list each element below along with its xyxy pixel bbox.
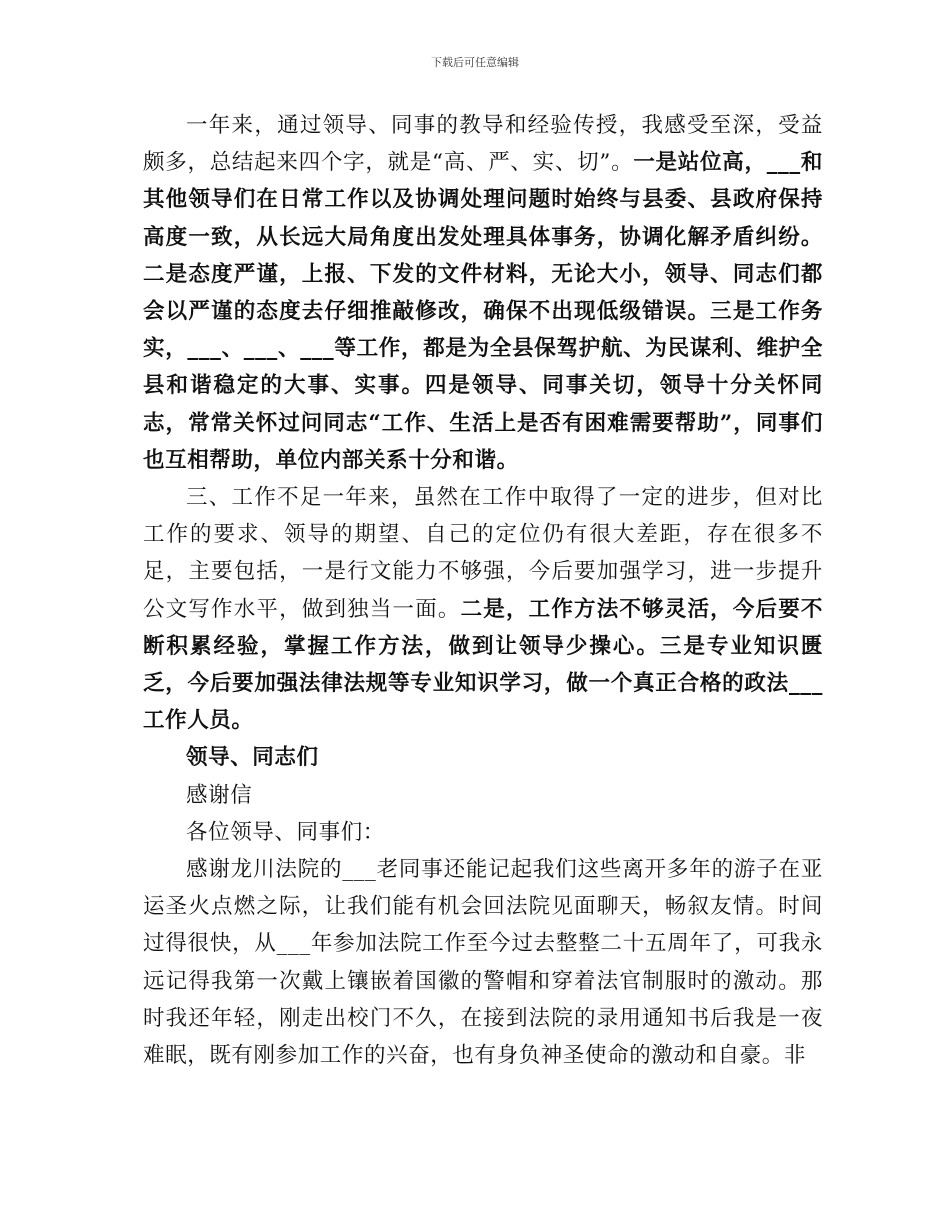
letter-title: 感谢信 xyxy=(186,782,253,808)
paragraph-shortcomings-points: 二是，工作方法不够灵活，今后要不断积累经验，掌握工作方法，做到让领导少操心。三是专业知识匮乏，今后要加强法律法规等专业知识学习，做一个真正合格的政法___工作人员。 xyxy=(143,596,823,734)
closing-address: 领导、同志们 xyxy=(186,745,319,771)
letter-body: 感谢龙川法院的___老同事还能记起我们这些离开多年的游子在亚运圣火点燃之际，让我们能有机会回法院见面聊天，畅叙友情。时间过得很快，从___年参加法院工作至今过去整整二十五周年了，可我永远记得我第一次戴上镶嵌着国徽的警帽和穿着法官制服时的激动。那时我还年轻，刚走出校门不久，在接到法院的录用通知书后我是一夜难眠，既有刚参加工作的兴奋，也有身负神圣使命的激动和自豪。非 xyxy=(143,857,823,1069)
paragraph-summary xyxy=(143,107,823,479)
letter-salutation: 各位领导、同事们： xyxy=(186,819,385,845)
page-header: 下载后可任意编辑 xyxy=(431,56,519,69)
paragraph-shortcomings xyxy=(143,479,823,739)
paragraph-summary-intro: 一年来，通过领导、同事的教导和经验传授，我感受至深，受益颇多，总结起来四个字，就是“高、严、实、切”。 xyxy=(143,113,823,176)
paragraph-summary-points: 一是站位高，___和其他领导们在日常工作以及协调处理问题时始终与县委、县政府保持高度一致，从长远大局角度出发处理具体事务，协调化解矛盾纠纷。二是态度严谨，上报、下发的文件材料，无论大小，领导、同志们都会以严谨的态度去仔细推敲修改，确保不出现低级错误。三是工作务实，___、___、___等工作，都是为全县保驾护航、为民谋利、维护全县和谐稳定的大事、实事。四是领导、同事关切，领导十分关怀同志，常常关怀过问同志“工作、生活上是否有困难需要帮助”，同事们也互相帮助，单位内部关系十分和谐。 xyxy=(143,150,823,473)
document-body xyxy=(143,107,823,1074)
paragraph-shortcomings-intro: 三、工作不足一年来，虽然在工作中取得了一定的进步，但对比工作的要求、领导的期望、自己的定位仍有很大差距，存在很多不足，主要包括，一是行文能力不够强，今后要加强学习，进一步提升公文写作水平，做到独当一面。 xyxy=(143,485,823,622)
